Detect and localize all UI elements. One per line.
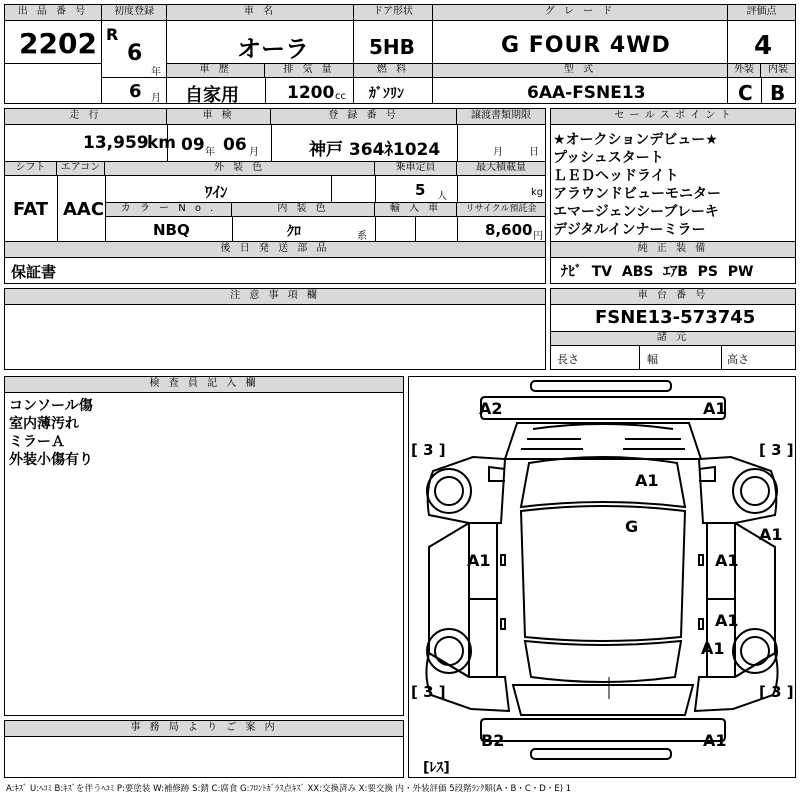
score-value: 4 (754, 31, 773, 61)
sales-point: デジタルインナーミラー (553, 222, 706, 238)
equip-label: 純 正 装 備 (551, 242, 795, 258)
damage-diagram (408, 376, 796, 778)
sales-point: アラウンドビューモニター (553, 186, 721, 202)
reg-year: 6 (127, 41, 143, 66)
mark-g-windshield: G (625, 517, 639, 536)
disp-unit: cc (335, 91, 346, 102)
inspector-note: 室内薄汚れ (9, 416, 79, 432)
mark-b2-rear-left: B2 (481, 731, 505, 750)
sales-block (550, 108, 796, 284)
mileage-value: 13,959 (83, 133, 149, 153)
disp-label: 排 気 量 (265, 64, 353, 78)
legend: A:ｷｽﾞ U:ﾍｺﾐ B:ｷｽﾞを伴うﾍｺﾐ P:要塗装 W:補修跡 S:錆 C:腐食 G:ﾌﾛﾝﾄｶﾞﾗｽ点ｷｽﾞ XX:交換済み X:要交換 内・外装評価 5段階ﾗﾝｸ順(A・B・C・D・E) 1 (6, 784, 572, 794)
ext-label: 外装 (728, 64, 761, 78)
door-value: 5HB (369, 35, 415, 59)
door-label: ドア形状 (354, 5, 432, 21)
load-unit: kg (531, 187, 544, 198)
lot-number: 2202 (19, 27, 97, 60)
recycle-unit: 円 (533, 231, 543, 242)
inspector-note: コンソール傷 (9, 398, 93, 414)
tire-rear-right: [ 3 ] (759, 683, 794, 701)
insp-year: 09 (181, 135, 205, 155)
inspector-note: ミラーＡ (9, 434, 65, 450)
capacity-label: 乗車定員 (375, 162, 457, 176)
mark-a1-roof: A1 (635, 471, 659, 490)
int-grade: B (770, 81, 786, 105)
length-label: 長さ (557, 353, 579, 366)
lot-label: 出 品 番 号 (5, 5, 101, 21)
reg-month: 6 (129, 81, 142, 102)
fuel-label: 燃 料 (354, 64, 432, 78)
transfer-month-unit: 月 (493, 147, 503, 158)
spec-label: 諸 元 (551, 332, 795, 346)
chassis-block (550, 288, 796, 370)
notes-label: 注 意 事 項 欄 (5, 289, 545, 305)
capacity-value: 5 (415, 181, 426, 199)
inspection-label: 車 検 (167, 109, 271, 125)
mark-a1-right-rear-door: A1 (715, 611, 739, 630)
name-label: 車 名 (167, 5, 353, 21)
sales-point: ＬＥＤヘッドライト (553, 168, 679, 184)
transfer-day-unit: 日 (529, 147, 539, 158)
later-label: 後 日 発 送 部 品 (5, 242, 545, 258)
intcolor-value: ｸﾛ (287, 224, 301, 240)
grade-value: G FOUR 4WD (501, 33, 671, 58)
fuel-value: ｶﾞｿﾘﾝ (369, 86, 404, 102)
car-diagram-svg (409, 377, 795, 777)
model-value: 6AA-FSNE13 (527, 83, 646, 103)
tire-front-right: [ 3 ] (759, 441, 794, 459)
score-label: 評価点 (728, 5, 795, 21)
ext-grade: C (738, 81, 753, 105)
reg-era: R (106, 25, 119, 44)
insp-month: 06 (223, 135, 247, 155)
model-label: 型 式 (433, 64, 727, 78)
header-block (4, 4, 796, 104)
insp-year-unit: 年 (205, 147, 215, 158)
history-value: 自家用 (185, 85, 239, 106)
notes-block (4, 288, 546, 370)
mileage-label: 走 行 (5, 109, 167, 125)
year-unit: 年 (151, 67, 161, 78)
ac-label: エアコン (57, 162, 105, 176)
sales-label: セ ー ル ス ポ イ ン ト (551, 109, 795, 125)
tire-front-left: [ 3 ] (411, 441, 446, 459)
later-value: 保証書 (11, 263, 57, 281)
chassis-number: FSNE13-573745 (595, 307, 756, 328)
inspector-note: 外装小傷有り (9, 452, 93, 468)
car-name: オーラ (237, 35, 309, 63)
detail-block (4, 108, 546, 284)
import-label: 輸 入 車 (375, 203, 457, 217)
mark-a1-right-door: A1 (715, 551, 739, 570)
color-label: 外 装 色 (105, 162, 375, 176)
height-label: 高さ (727, 353, 749, 366)
shift-value: FAT (13, 199, 49, 220)
sales-point: エマージェンシーブレーキ (553, 204, 719, 220)
intcolor-unit: 系 (357, 231, 367, 242)
mark-a1-left-door: A1 (467, 551, 491, 570)
office-block (4, 720, 404, 778)
colorno-value: NBQ (153, 221, 190, 239)
reg-label: 初度登録 (102, 5, 166, 21)
mark-a1-front-right: A1 (703, 399, 727, 418)
sales-point: ★オークションデビュー★ (553, 132, 718, 148)
color-value: ﾜｲﾝ (205, 183, 228, 201)
ac-value: AAC (63, 199, 105, 220)
int-label: 内装 (761, 64, 795, 78)
mileage-unit: km (147, 133, 177, 153)
displacement-value: 1200 (287, 83, 335, 103)
width-label: 幅 (647, 353, 658, 366)
mark-a1-right-side: A1 (759, 525, 783, 544)
transfer-label: 譲渡書類期限 (457, 109, 545, 125)
recycle-label: リサイクル預託金 (457, 203, 545, 217)
mark-a1-rear-right: A1 (703, 731, 727, 750)
equip-value: ﾅﾋﾞ TV ABS ｴｱB PS PW (561, 264, 754, 280)
load-label: 最大積載量 (457, 162, 545, 176)
chassis-label: 車 台 番 号 (551, 289, 795, 305)
shift-label: シフト (5, 162, 57, 176)
plate-label: 登 録 番 号 (271, 109, 457, 125)
inspector-label: 検 査 員 記 入 欄 (5, 377, 403, 393)
month-unit: 月 (151, 93, 161, 104)
grade-label: グ レ ー ド (433, 5, 727, 21)
tire-rear-left: [ 3 ] (411, 683, 446, 701)
office-label: 事 務 局 よ り ご 案 内 (5, 721, 403, 737)
spare-tire: [ﾚｽ] (423, 760, 450, 776)
recycle-value: 8,600 (485, 221, 533, 239)
capacity-unit: 人 (437, 191, 447, 202)
mark-a1-rear-quarter: A1 (701, 639, 725, 658)
sales-point: プッシュスタート (553, 150, 664, 166)
colorno-label: カ ラ ー N o . (106, 203, 232, 217)
inspector-block (4, 376, 404, 716)
intcolor-label: 内 装 色 (232, 203, 375, 217)
plate-value: 神戸 364ﾈ1024 (309, 140, 441, 160)
insp-month-unit: 月 (249, 147, 259, 158)
history-label: 車 歴 (167, 64, 265, 78)
mark-a2-front-left: A2 (479, 399, 503, 418)
